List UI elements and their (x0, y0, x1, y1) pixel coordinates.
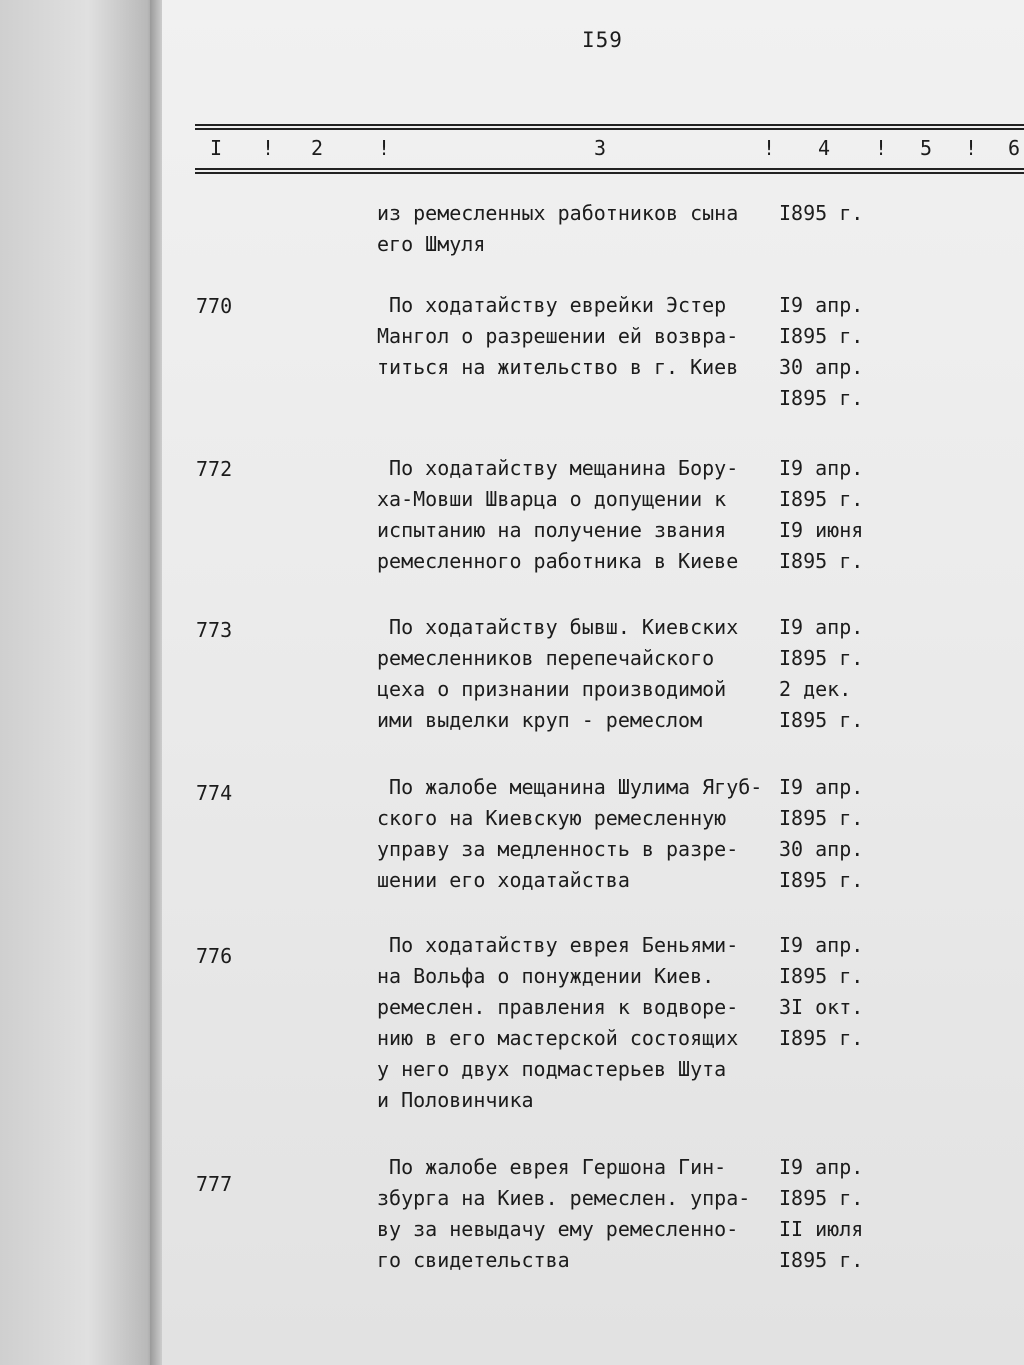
column-separator: ! (875, 136, 888, 160)
entry-date (779, 772, 863, 896)
text-line: По ходатайству бывш. Киевских (377, 615, 739, 639)
entry-number: 773 (196, 618, 233, 642)
date-line: I895 г. (779, 868, 864, 892)
column-header-2: 2 (311, 136, 324, 160)
text-line: у него двух подмастерьев Шута (377, 1057, 727, 1081)
text-line: ского на Киевскую ремесленную (377, 806, 727, 830)
date-line: 2 дек. (779, 677, 852, 701)
column-header-6: 6 (1008, 136, 1021, 160)
facing-page (0, 0, 160, 1365)
text-line: ими выделки круп - ремеслом (377, 708, 703, 732)
text-line: ха-Мовши Шварца о допущении к (377, 487, 727, 511)
date-line: I9 июня (779, 518, 864, 542)
entry-date (779, 453, 863, 577)
column-header-3: 3 (594, 136, 607, 160)
date-line: I9 апр. (779, 456, 864, 480)
text-line: Мангол о разрешении ей возвра- (377, 324, 739, 348)
header-rule-bottom (195, 168, 1024, 170)
column-header-4: 4 (818, 136, 831, 160)
entry-date (779, 1152, 863, 1276)
text-line: ремеслен. правления к водворе- (377, 995, 739, 1019)
page-number: I59 (582, 28, 623, 52)
column-separator: ! (965, 136, 978, 160)
header-rule-top-inner (195, 128, 1024, 130)
column-separator: ! (763, 136, 776, 160)
text-line: нию в его мастерской состоящих (377, 1026, 739, 1050)
date-line: I895 г. (779, 549, 864, 573)
entry-text (377, 198, 738, 260)
entry-number: 774 (196, 781, 233, 805)
date-line: I9 апр. (779, 615, 864, 639)
entry-text (377, 612, 738, 736)
entry-number: 777 (196, 1172, 233, 1196)
date-line: I9 апр. (779, 775, 864, 799)
date-line: I9 апр. (779, 293, 864, 317)
entry-date (779, 930, 863, 1054)
text-line: ремесленников перепечайского (377, 646, 715, 670)
text-line: на Вольфа о понуждении Киев. (377, 964, 715, 988)
text-line: управу за медленность в разре- (377, 837, 739, 861)
entry-text (377, 772, 762, 896)
entry-text (377, 290, 738, 383)
text-line: По ходатайству мещанина Бору- (377, 456, 739, 480)
entry-text (377, 453, 738, 577)
date-line: I895 г. (779, 1186, 864, 1210)
text-line: испытанию на получение звания (377, 518, 727, 542)
text-line: титься на жительство в г. Киев (377, 355, 739, 379)
text-line: го свидетельства (377, 1248, 570, 1272)
text-line: ву за невыдачу ему ремесленно- (377, 1217, 739, 1241)
entry-text (377, 1152, 750, 1276)
date-line: 3I окт. (779, 995, 864, 1019)
date-line: I895 г. (779, 806, 864, 830)
date-line: I895 г. (779, 1026, 864, 1050)
date-line: I895 г. (779, 324, 864, 348)
entry-date (779, 612, 863, 736)
entry-text (377, 930, 738, 1116)
date-line: I9 апр. (779, 933, 864, 957)
date-line: I895 г. (779, 708, 864, 732)
date-line: 30 апр. (779, 837, 864, 861)
text-line: и Половинчика (377, 1088, 534, 1112)
text-line: его Шмуля (377, 232, 486, 256)
text-line: По ходатайству еврейки Эстер (377, 293, 727, 317)
entry-date (779, 290, 863, 414)
text-line: збурга на Киев. ремеслен. упра- (377, 1186, 751, 1210)
entry-number: 772 (196, 457, 233, 481)
text-line: из ремесленных работников сына (377, 201, 739, 225)
date-line: 30 апр. (779, 355, 864, 379)
date-line: II июля (779, 1217, 864, 1241)
date-line: I895 г. (779, 201, 864, 225)
header-rule-bottom-inner (195, 172, 1024, 174)
column-header-5: 5 (920, 136, 933, 160)
date-line: I895 г. (779, 646, 864, 670)
text-line: По ходатайству еврея Беньями- (377, 933, 739, 957)
column-separator: ! (378, 136, 391, 160)
column-header-1: I (210, 136, 223, 160)
column-separator: ! (262, 136, 275, 160)
text-line: ремесленного работника в Киеве (377, 549, 739, 573)
text-line: По жалобе мещанина Шулима Ягуб- (377, 775, 763, 799)
text-line: цеха о признании производимой (377, 677, 727, 701)
entry-number: 776 (196, 944, 233, 968)
entry-date (779, 198, 863, 229)
date-line: I895 г. (779, 487, 864, 511)
text-line: По жалобе еврея Гершона Гин- (377, 1155, 727, 1179)
date-line: I895 г. (779, 964, 864, 988)
date-line: I895 г. (779, 386, 864, 410)
header-rule-top (195, 124, 1024, 126)
date-line: I895 г. (779, 1248, 864, 1272)
text-line: шении его ходатайства (377, 868, 630, 892)
date-line: I9 апр. (779, 1155, 864, 1179)
entry-number: 770 (196, 294, 233, 318)
